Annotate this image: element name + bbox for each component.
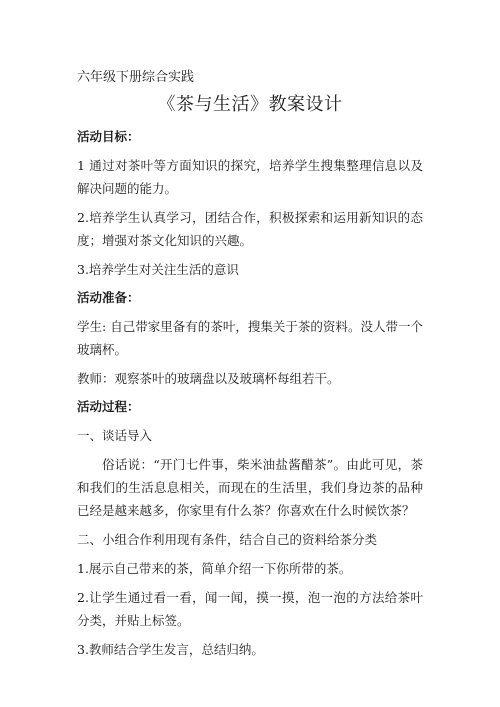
process-item: 二、小组合作利用现有条件，结合自己的资料给茶分类 <box>77 532 378 547</box>
doc-body <box>77 120 423 667</box>
goal-item: 1 通过对茶叶等方面知识的探究，培养学生搜集整理信息以及解决问题的能力。 <box>77 158 423 196</box>
prep-item: 教师：观察茶叶的玻璃盘以及玻璃杯每组若干。 <box>77 371 340 386</box>
goals-heading: 活动目标： <box>77 129 140 144</box>
process-item: 一、谈话导入 <box>77 428 153 443</box>
prep-item: 学生: 自己带家里备有的茶叶，搜集关于茶的资料。没人带一个玻璃杯。 <box>77 319 423 357</box>
doc-title: 《茶与生活》教案设计 <box>157 94 343 115</box>
doc-subtitle: 六年级下册综合实践 <box>77 70 195 85</box>
goal-item: 2.培养学生认真学习，团结合作，积极探索和运用新知识的态度；增强对茶文化知识的兴趣。 <box>77 210 423 248</box>
process-item: 3.教师结合学生发言，总结归纳。 <box>77 642 264 657</box>
goal-item: 3.培养学生对关注生活的意识 <box>77 262 239 277</box>
process-item: 俗话说：“开门七件事，柴米油盐酱醋茶”。由此可见，茶和我们的生活息息相关，而现在的生活里，我们身边茶的品种已经是越来越多，你家里有什么茶？你喜欢在什么时候饮茶？ <box>77 457 423 518</box>
process-item: 2.让学生通过看一看，闻一闻，摸一摸，泡一泡的方法给茶叶分类，并贴上标签。 <box>77 590 423 628</box>
prep-heading: 活动准备： <box>77 290 140 305</box>
process-heading: 活动过程： <box>77 399 140 414</box>
process-item: 1.展示自己带来的茶，简单介绍一下你所带的茶。 <box>77 561 352 576</box>
